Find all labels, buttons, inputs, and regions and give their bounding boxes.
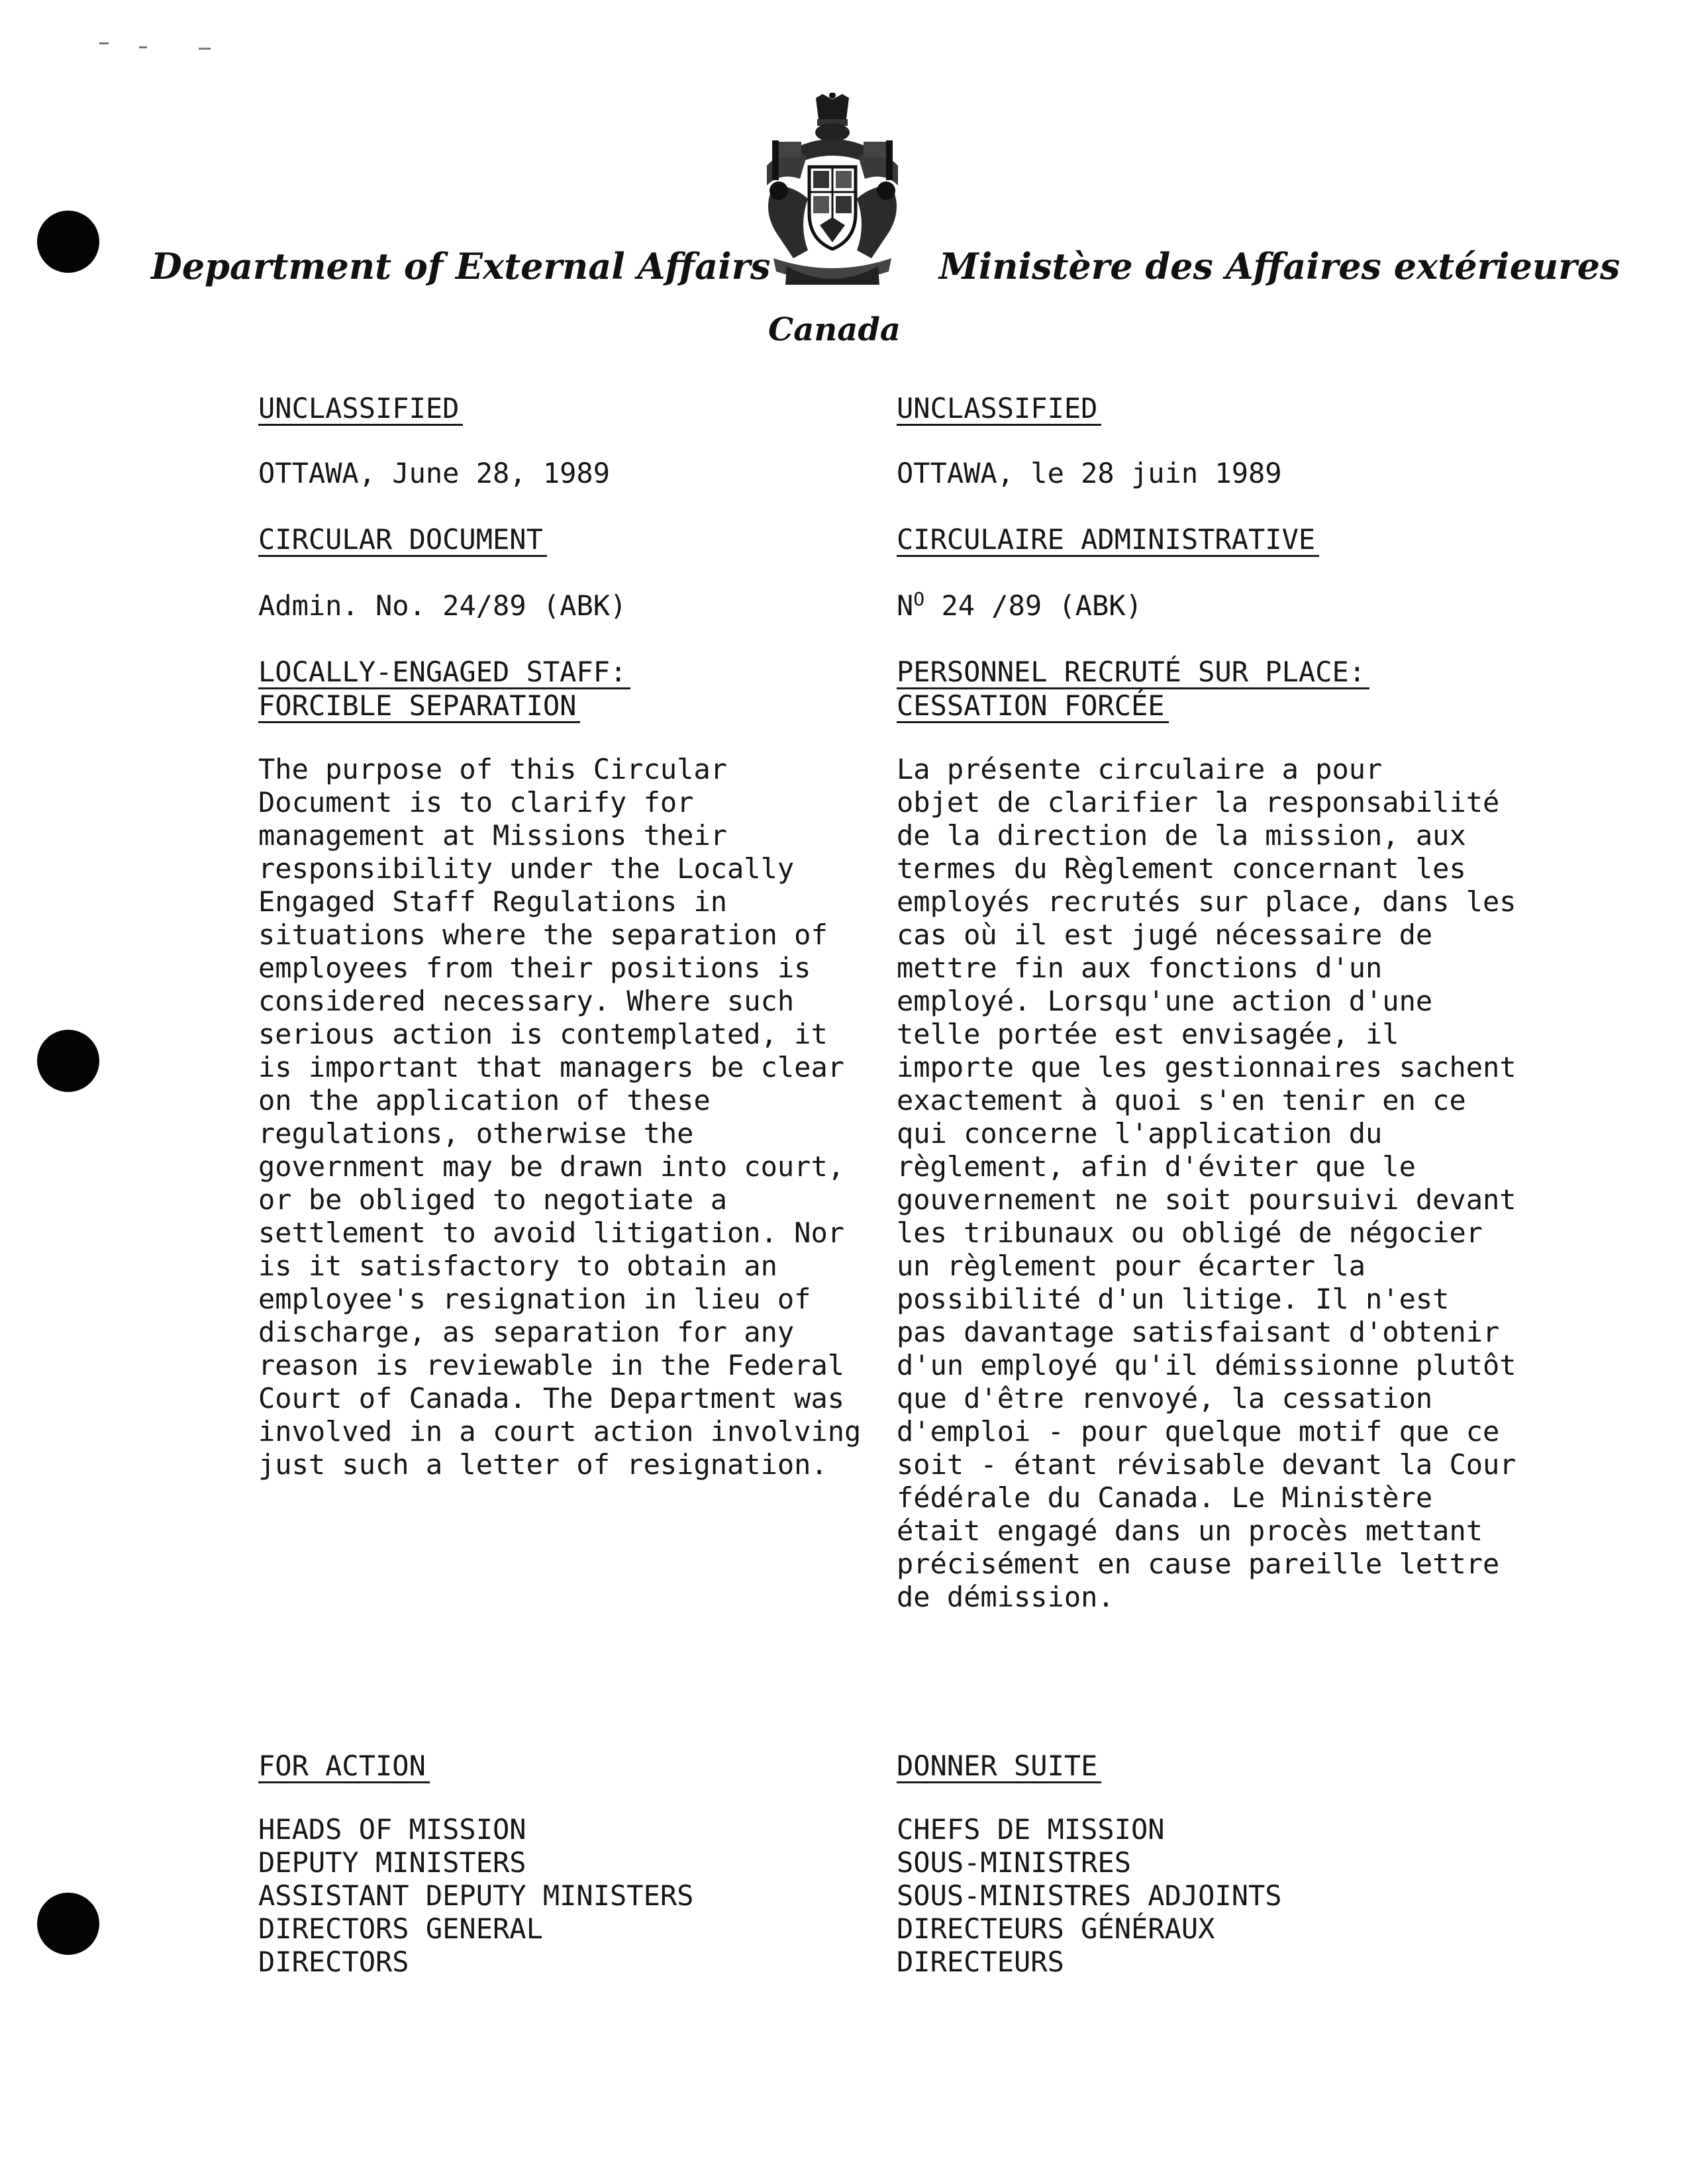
body-line: était engagé dans un procès mettant	[897, 1514, 1483, 1547]
body-line: government may be drawn into court,	[258, 1150, 845, 1183]
recipient-item: SOUS-MINISTRES	[897, 1846, 1132, 1879]
body-line: settlement to avoid litigation. Nor	[258, 1216, 845, 1249]
body-line: cas où il est jugé nécessaire de	[897, 918, 1433, 951]
document-type: CIRCULAR DOCUMENT	[258, 524, 547, 557]
body-line: or be obliged to negotiate a	[258, 1183, 728, 1216]
department-name-english: Department of External Affairs	[151, 245, 771, 287]
recipient-list	[258, 1813, 693, 1979]
body-line: serious action is contemplated, it	[258, 1018, 828, 1050]
body-line: mettre fin aux fonctions d'un	[897, 952, 1383, 984]
body-line: possibilité d'un litige. Il n'est	[897, 1283, 1450, 1315]
date-line: OTTAWA, June 28, 1989	[258, 457, 611, 489]
body-line: de démission.	[897, 1581, 1115, 1613]
country-wordmark: Canada	[768, 311, 901, 348]
body-line: Document is to clarify for	[258, 786, 694, 819]
classification-label: UNCLASSIFIED	[258, 393, 463, 426]
action-heading: FOR ACTION	[258, 1751, 430, 1783]
subject-heading	[258, 656, 630, 723]
body-line: pas davantage satisfaisant d'obtenir	[897, 1316, 1500, 1348]
date-line: OTTAWA, le 28 juin 1989	[897, 457, 1282, 489]
recipient-item: DIRECTORS	[258, 1946, 409, 1978]
recipient-item: ASSISTANT DEPUTY MINISTERS	[258, 1879, 694, 1912]
coat-of-arms-icon	[747, 93, 918, 291]
body-line: objet de clarifier la responsabilité	[897, 786, 1500, 819]
body-line: situations where the separation of	[258, 918, 828, 951]
document-number	[897, 589, 1142, 622]
body-line: employees from their positions is	[258, 952, 811, 984]
body-line: employee's resignation in lieu of	[258, 1283, 811, 1315]
recipient-item: DIRECTORS GENERAL	[258, 1912, 543, 1945]
department-name-french: Ministère des Affaires extérieures	[939, 245, 1620, 287]
body-line: d'un employé qu'il démissionne plutôt	[897, 1349, 1516, 1381]
body-line: employé. Lorsqu'une action d'une	[897, 985, 1433, 1017]
subject-line-2: CESSATION FORCÉE	[897, 691, 1169, 723]
body-line: just such a letter of resignation.	[258, 1448, 828, 1481]
number-prefix: N	[897, 589, 914, 622]
body-line: de la direction de la mission, aux	[897, 819, 1466, 852]
number-value: 24/89 (ABK)	[442, 589, 627, 622]
body-paragraph	[897, 753, 1516, 1614]
body-line: Engaged Staff Regulations in	[258, 885, 728, 918]
body-line: considered necessary. Where such	[258, 985, 795, 1017]
scan-speck	[99, 42, 109, 44]
body-line: La présente circulaire a pour	[897, 753, 1383, 785]
scan-speck	[139, 46, 147, 48]
body-line: précisément en cause pareille lettre	[897, 1548, 1500, 1580]
body-line: d'emploi - pour quelque motif que ce	[897, 1415, 1500, 1448]
subject-heading	[897, 656, 1369, 723]
body-line: règlement, afin d'éviter que le	[897, 1150, 1416, 1183]
body-line: gouvernement ne soit poursuivi devant	[897, 1183, 1516, 1216]
recipient-item: SOUS-MINISTRES ADJOINTS	[897, 1879, 1282, 1912]
body-line: is important that managers be clear	[258, 1051, 845, 1083]
body-line: reason is reviewable in the Federal	[258, 1349, 845, 1381]
body-line: employés recrutés sur place, dans les	[897, 885, 1516, 918]
recipient-item: HEADS OF MISSION	[258, 1813, 526, 1846]
recipient-item: CHEFS DE MISSION	[897, 1813, 1165, 1846]
binder-hole-top	[37, 211, 99, 273]
number-value: 24 /89 (ABK)	[941, 589, 1142, 622]
binder-hole-middle	[37, 1030, 99, 1092]
body-line: que d'être renvoyé, la cessation	[897, 1382, 1433, 1415]
body-line: exactement à quoi s'en tenir en ce	[897, 1084, 1466, 1117]
number-superscript: O	[913, 588, 925, 610]
subject-line-2: FORCIBLE SEPARATION	[258, 691, 580, 723]
body-paragraph	[258, 753, 861, 1481]
recipient-item: DEPUTY MINISTERS	[258, 1846, 526, 1879]
body-line: termes du Règlement concernant les	[897, 852, 1466, 885]
body-line: fédérale du Canada. Le Ministère	[897, 1481, 1433, 1514]
body-line: involved in a court action involving	[258, 1415, 862, 1448]
body-line: is it satisfactory to obtain an	[258, 1250, 777, 1282]
body-line: importe que les gestionnaires sachent	[897, 1051, 1516, 1083]
body-line: responsibility under the Locally	[258, 852, 795, 885]
recipient-list	[897, 1813, 1282, 1979]
body-line: discharge, as separation for any	[258, 1316, 795, 1348]
body-line: management at Missions their	[258, 819, 728, 852]
number-prefix: Admin. No.	[258, 589, 426, 622]
body-line: on the application of these	[258, 1084, 711, 1117]
body-line: Court of Canada. The Department was	[258, 1382, 845, 1415]
subject-line-1: LOCALLY-ENGAGED STAFF:	[258, 657, 630, 689]
scan-speck	[199, 48, 211, 50]
body-line: un règlement pour écarter la	[897, 1250, 1366, 1282]
body-line: qui concerne l'application du	[897, 1117, 1383, 1150]
recipient-item: DIRECTEURS	[897, 1946, 1064, 1978]
body-line: les tribunaux ou obligé de négocier	[897, 1216, 1483, 1249]
recipient-item: DIRECTEURS GÉNÉRAUX	[897, 1912, 1215, 1945]
binder-hole-bottom	[37, 1893, 99, 1955]
subject-line-1: PERSONNEL RECRUTÉ SUR PLACE:	[897, 657, 1369, 689]
document-type: CIRCULAIRE ADMINISTRATIVE	[897, 524, 1319, 557]
body-line: telle portée est envisagée, il	[897, 1018, 1399, 1050]
body-line: The purpose of this Circular	[258, 753, 728, 785]
body-line: regulations, otherwise the	[258, 1117, 694, 1150]
body-line: soit - étant révisable devant la Cour	[897, 1448, 1516, 1481]
classification-label: UNCLASSIFIED	[897, 393, 1101, 426]
action-heading: DONNER SUITE	[897, 1751, 1101, 1783]
document-number	[258, 589, 626, 622]
